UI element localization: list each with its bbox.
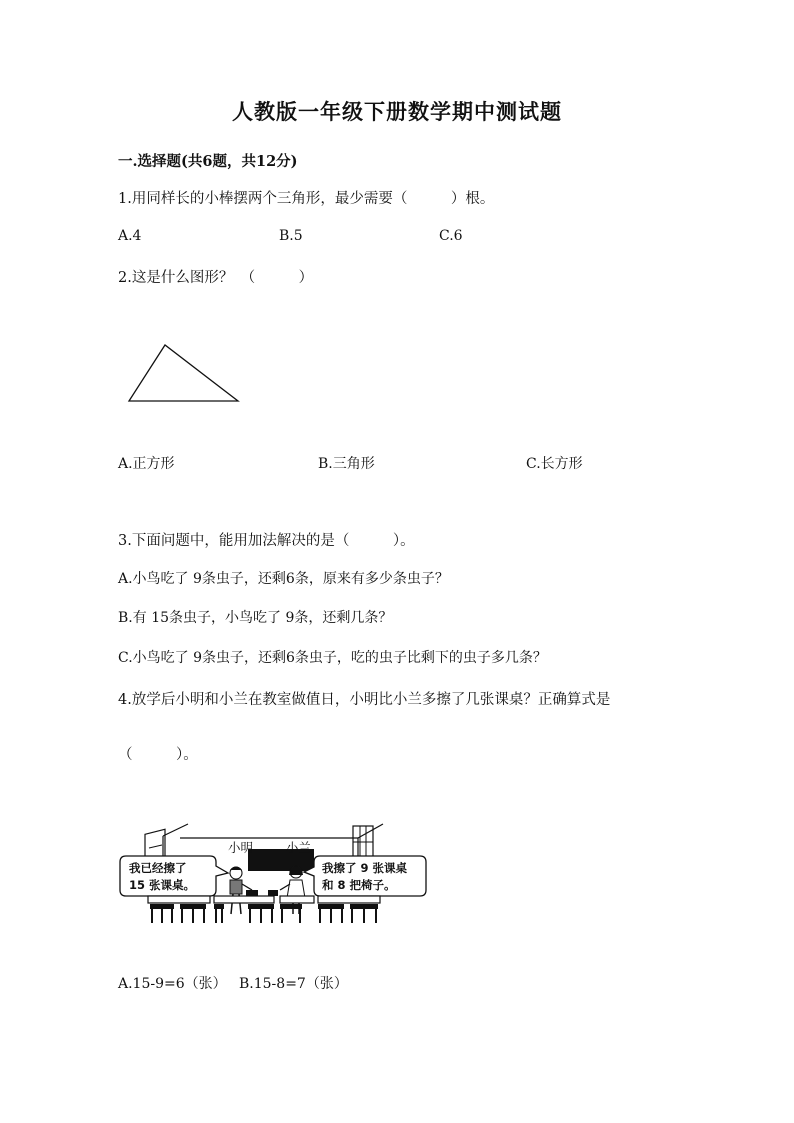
triangle-shape	[129, 345, 238, 401]
bubble-left-line-2: 15 张课桌。	[129, 878, 196, 892]
question-2-option-c[interactable]: C.长方形	[526, 456, 583, 472]
question-4-option-b[interactable]: B.15-8=7（张）	[239, 976, 348, 992]
question-4-option-a[interactable]: A.15-9=6（张）	[118, 976, 227, 992]
bubble-right-line-2: 和 8 把椅子。	[322, 878, 396, 892]
triangle-figure	[120, 338, 250, 408]
question-1-option-c[interactable]: C.6	[439, 228, 463, 244]
page-title: 人教版一年级下册数学期中测试题	[232, 99, 562, 124]
question-2-text: 2.这是什么图形？ （ ）	[118, 270, 314, 286]
section-heading: 一.选择题(共6题，共12分)	[118, 153, 298, 170]
question-2-option-a[interactable]: A.正方形	[118, 456, 175, 472]
classroom-illustration	[118, 818, 438, 930]
bubble-left-line-1: 我已经擦了	[129, 861, 187, 875]
question-2-option-b[interactable]: B.三角形	[318, 456, 375, 472]
name-label-left: 小明	[228, 840, 254, 855]
chairs-row	[150, 904, 378, 923]
question-3-option-b[interactable]: B.有 15条虫子，小鸟吃了 9条，还剩几条？	[118, 610, 393, 626]
bubble-right-line-1: 我擦了 9 张课桌	[322, 861, 408, 875]
name-label-right: 小兰	[286, 840, 312, 855]
question-1-text: 1.用同样长的小棒摆两个三角形，最少需要（ ）根。	[118, 191, 495, 207]
question-1-option-a[interactable]: A.4	[118, 228, 142, 244]
question-4-text: 4.放学后小明和小兰在教室做值日，小明比小兰多擦了几张课桌？正确算式是	[118, 692, 611, 708]
question-3-option-c[interactable]: C.小鸟吃了 9条虫子，还剩6条虫子，吃的虫子比剩下的虫子多几条？	[118, 650, 547, 666]
question-3-text: 3.下面问题中，能用加法解决的是（ ）。	[118, 533, 415, 549]
question-3-option-a[interactable]: A.小鸟吃了 9条虫子，还剩6条，原来有多少条虫子？	[118, 571, 449, 587]
question-1-option-b[interactable]: B.5	[279, 228, 303, 244]
question-4-text-cont: （ ）。	[118, 747, 198, 763]
